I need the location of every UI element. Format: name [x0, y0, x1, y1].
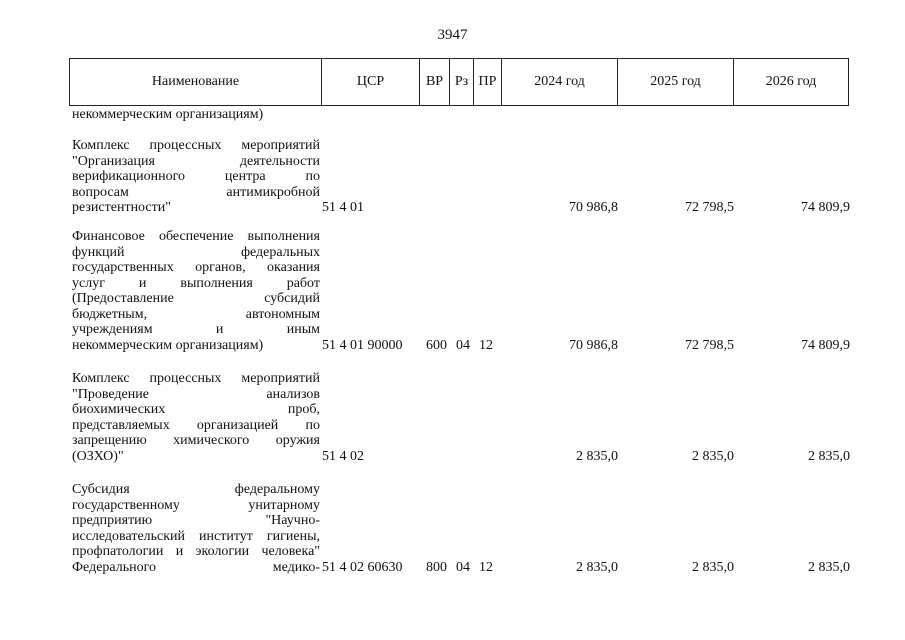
row-value-2025: 2 835,0: [692, 448, 734, 464]
row-name-line: функций федеральных: [72, 244, 320, 260]
row-name-line: государственному унитарному: [72, 497, 320, 513]
row-csr: 51 4 01 90000: [322, 337, 403, 353]
row-name-line: резистентности": [72, 200, 171, 215]
row-csr: 51 4 01: [322, 200, 364, 215]
row-name-line: бюджетным, автономным: [72, 306, 320, 322]
row-name-line: верификационного центра по: [72, 169, 320, 184]
row-name-line: услуг и выполнения работ: [72, 275, 320, 291]
row-name: [72, 107, 320, 123]
row-name-line: государственных органов, оказания: [72, 260, 320, 275]
row-name: [72, 482, 320, 575]
row-csr: 51 4 02 60630: [322, 559, 403, 575]
row-value-2025: 72 798,5: [685, 200, 734, 215]
row-name-line: вопросам антимикробной: [72, 184, 320, 200]
page-number: 3947: [437, 27, 468, 43]
row-value-2024: 2 835,0: [576, 448, 618, 464]
header-2025: 2025 год: [618, 59, 734, 105]
row-name-line: профпатологии и экологии человека": [72, 544, 320, 559]
header-rz: Рз: [450, 59, 474, 105]
row-name: [72, 138, 320, 216]
row-value-2024: 2 835,0: [576, 559, 618, 575]
row-rz: 04: [456, 559, 470, 575]
row-name-line: Комплекс процессных мероприятий: [72, 371, 320, 386]
row-name: [72, 229, 320, 353]
row-name-line: некоммерческим организациям): [72, 337, 264, 353]
row-name-line: некоммерческим организациям): [72, 107, 264, 122]
row-name: [72, 371, 320, 464]
row-rz: 04: [456, 337, 470, 353]
table-header: [69, 58, 849, 106]
row-name-line: Субсидия федеральному: [72, 482, 320, 497]
row-value-2026: 2 835,0: [808, 559, 850, 575]
row-vr: 600: [426, 337, 447, 353]
row-name-line: биохимических проб,: [72, 402, 320, 417]
row-value-2025: 2 835,0: [692, 559, 734, 575]
row-value-2026: 2 835,0: [808, 448, 850, 464]
row-pr: 12: [479, 337, 493, 353]
row-name-line: представляемых организацией по: [72, 417, 320, 433]
row-csr: 51 4 02: [322, 448, 364, 464]
row-value-2024: 70 986,8: [569, 337, 618, 353]
row-value-2024: 70 986,8: [569, 200, 618, 215]
header-2024: 2024 год: [502, 59, 618, 105]
row-name-line: предприятию "Научно-: [72, 513, 320, 528]
header-name: Наименование: [70, 59, 322, 105]
row-name-line: "Организация деятельности: [72, 153, 320, 169]
row-value-2025: 72 798,5: [685, 337, 734, 353]
header-pr: ПР: [474, 59, 502, 105]
header-csr: ЦСР: [322, 59, 420, 105]
row-name-line: (Предоставление субсидий: [72, 291, 320, 306]
row-name-line: Федерального медико-: [72, 559, 320, 575]
row-name-line: исследовательский институт гигиены,: [72, 528, 320, 544]
row-vr: 800: [426, 559, 447, 575]
row-name-line: "Проведение анализов: [72, 386, 320, 402]
header-vr: ВР: [420, 59, 450, 105]
row-value-2026: 74 809,9: [801, 337, 850, 353]
row-pr: 12: [479, 559, 493, 575]
row-name-line: учреждениям и иным: [72, 322, 320, 337]
row-name-line: Комплекс процессных мероприятий: [72, 138, 320, 153]
row-name-line: (ОЗХО)": [72, 448, 124, 464]
header-2026: 2026 год: [765, 74, 817, 89]
row-name-line: Финансовое обеспечение выполнения: [72, 229, 320, 244]
row-name-line: запрещению химического оружия: [72, 433, 320, 448]
row-value-2026: 74 809,9: [801, 200, 850, 215]
